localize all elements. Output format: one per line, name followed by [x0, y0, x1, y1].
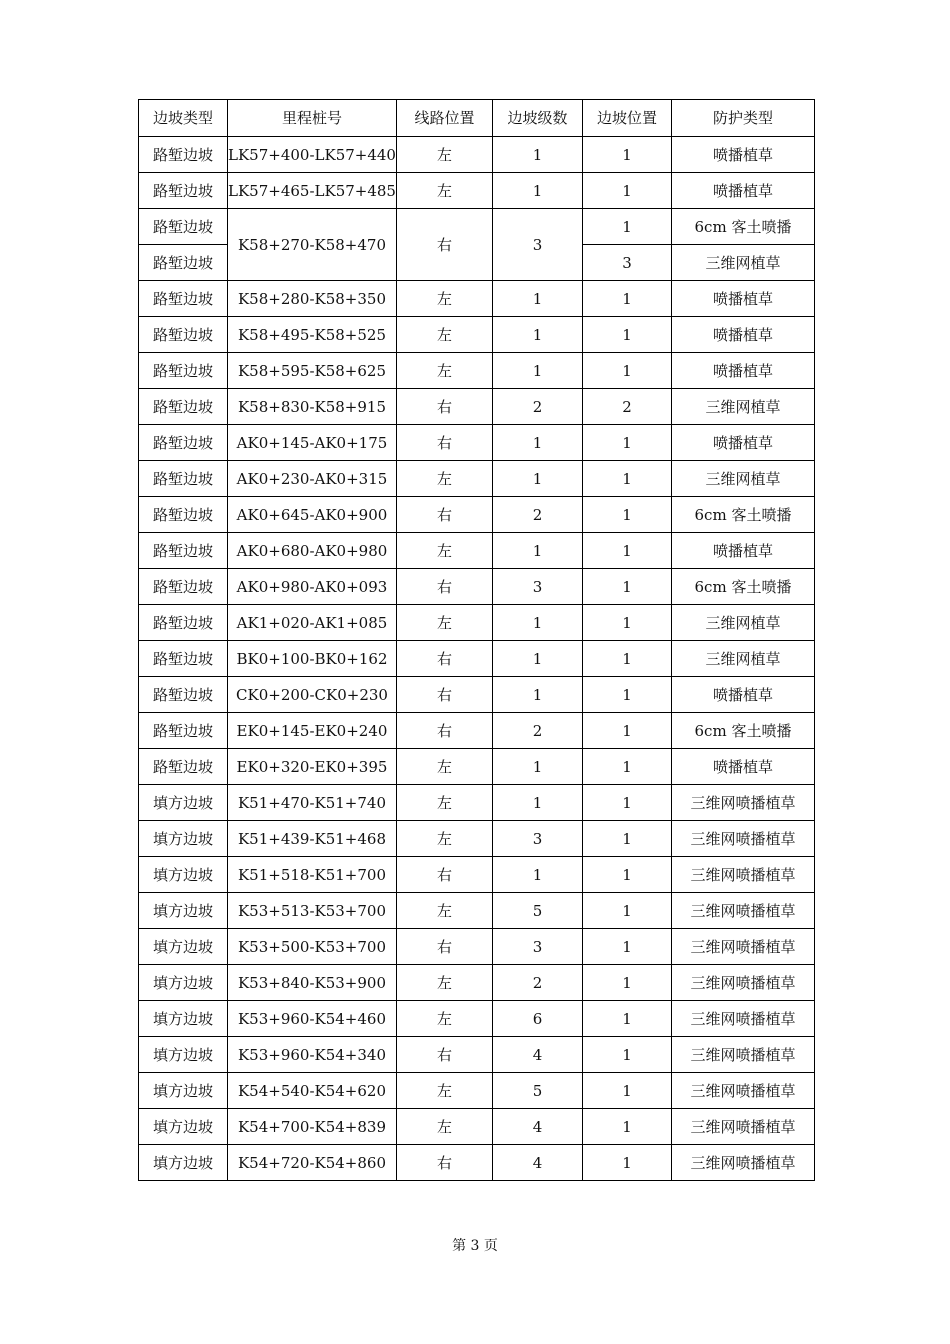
cell-slope-grade-count: 6 — [492, 1001, 582, 1037]
cell-protection-type: 三维网喷播植草 — [671, 821, 814, 857]
header-slope-grade-count: 边坡级数 — [492, 100, 582, 137]
cell-protection-type: 喷播植草 — [671, 137, 814, 173]
cell-slope-grade-count: 2 — [492, 713, 582, 749]
cell-slope-type: 路堑边坡 — [139, 605, 228, 641]
cell-chainage: K51+470-K51+740 — [228, 785, 397, 821]
cell-protection-type: 喷播植草 — [671, 317, 814, 353]
table-row — [139, 641, 815, 677]
cell-protection-type: 三维网植草 — [671, 641, 814, 677]
cell-line-position: 左 — [396, 461, 492, 497]
cell-slope-grade-count: 1 — [492, 677, 582, 713]
cell-line-position: 左 — [396, 137, 492, 173]
cell-line-position: 左 — [396, 281, 492, 317]
cell-protection-type: 喷播植草 — [671, 677, 814, 713]
cell-protection-type: 喷播植草 — [671, 425, 814, 461]
cell-protection-type: 喷播植草 — [671, 533, 814, 569]
table-row — [139, 965, 815, 1001]
table-row — [139, 1109, 815, 1145]
cell-slope-grade-count: 2 — [492, 497, 582, 533]
cell-line-position: 右 — [396, 929, 492, 965]
cell-slope-grade-count: 1 — [492, 533, 582, 569]
cell-line-position: 右 — [396, 497, 492, 533]
cell-chainage: K54+540-K54+620 — [228, 1073, 397, 1109]
cell-chainage: K58+280-K58+350 — [228, 281, 397, 317]
cell-line-position: 右 — [396, 425, 492, 461]
cell-slope-grade-count: 1 — [492, 137, 582, 173]
cell-line-position: 右 — [396, 1145, 492, 1181]
cell-chainage: K51+439-K51+468 — [228, 821, 397, 857]
cell-protection-type: 三维网植草 — [671, 605, 814, 641]
cell-slope-type: 路堑边坡 — [139, 497, 228, 533]
table-row — [139, 785, 815, 821]
cell-slope-position: 1 — [582, 785, 671, 821]
header-line-position: 线路位置 — [396, 100, 492, 137]
cell-slope-grade-count: 1 — [492, 857, 582, 893]
cell-slope-position: 1 — [582, 173, 671, 209]
cell-chainage: AK1+020-AK1+085 — [228, 605, 397, 641]
cell-protection-type: 喷播植草 — [671, 749, 814, 785]
cell-slope-grade-count: 1 — [492, 425, 582, 461]
table-row — [139, 389, 815, 425]
cell-line-position: 右 — [396, 677, 492, 713]
cell-slope-grade-count: 3 — [492, 569, 582, 605]
cell-chainage: AK0+230-AK0+315 — [228, 461, 397, 497]
cell-chainage: K53+960-K54+460 — [228, 1001, 397, 1037]
cell-slope-type: 路堑边坡 — [139, 713, 228, 749]
cell-slope-type: 路堑边坡 — [139, 209, 228, 245]
cell-slope-type: 路堑边坡 — [139, 281, 228, 317]
cell-chainage: AK0+645-AK0+900 — [228, 497, 397, 533]
cell-slope-type: 填方边坡 — [139, 1001, 228, 1037]
table-row — [139, 173, 815, 209]
cell-slope-position: 1 — [582, 1145, 671, 1181]
cell-slope-position: 1 — [582, 1073, 671, 1109]
cell-slope-type: 填方边坡 — [139, 1145, 228, 1181]
cell-slope-type: 路堑边坡 — [139, 317, 228, 353]
cell-protection-type: 三维网植草 — [671, 245, 814, 281]
cell-slope-type: 路堑边坡 — [139, 569, 228, 605]
cell-protection-type: 三维网喷播植草 — [671, 1109, 814, 1145]
table-row — [139, 209, 815, 245]
cell-slope-position: 3 — [582, 245, 671, 281]
cell-slope-type: 填方边坡 — [139, 1109, 228, 1145]
table-row — [139, 461, 815, 497]
cell-line-position: 左 — [396, 605, 492, 641]
cell-slope-position: 1 — [582, 713, 671, 749]
cell-line-position: 左 — [396, 1073, 492, 1109]
cell-slope-type: 路堑边坡 — [139, 461, 228, 497]
cell-line-position: 右 — [396, 857, 492, 893]
cell-line-position: 右 — [396, 713, 492, 749]
cell-slope-position: 1 — [582, 209, 671, 245]
cell-slope-grade-count: 3 — [492, 209, 582, 281]
table-row — [139, 281, 815, 317]
cell-slope-grade-count: 2 — [492, 389, 582, 425]
cell-slope-position: 1 — [582, 893, 671, 929]
cell-line-position: 左 — [396, 533, 492, 569]
cell-line-position: 左 — [396, 317, 492, 353]
cell-line-position: 左 — [396, 1109, 492, 1145]
cell-chainage: K58+270-K58+470 — [228, 209, 397, 281]
cell-slope-type: 路堑边坡 — [139, 425, 228, 461]
cell-slope-position: 1 — [582, 497, 671, 533]
cell-protection-type: 6cm 客土喷播 — [671, 713, 814, 749]
cell-slope-position: 1 — [582, 569, 671, 605]
cell-chainage: K51+518-K51+700 — [228, 857, 397, 893]
header-protection-type: 防护类型 — [671, 100, 814, 137]
table-row — [139, 533, 815, 569]
cell-slope-grade-count: 1 — [492, 785, 582, 821]
cell-slope-type: 填方边坡 — [139, 785, 228, 821]
table-row — [139, 1145, 815, 1181]
header-chainage: 里程桩号 — [228, 100, 397, 137]
cell-line-position: 右 — [396, 1037, 492, 1073]
cell-chainage: K53+840-K53+900 — [228, 965, 397, 1001]
table-row — [139, 317, 815, 353]
cell-slope-grade-count: 1 — [492, 281, 582, 317]
cell-protection-type: 三维网喷播植草 — [671, 1037, 814, 1073]
cell-chainage: BK0+100-BK0+162 — [228, 641, 397, 677]
cell-slope-grade-count: 1 — [492, 605, 582, 641]
cell-line-position: 左 — [396, 749, 492, 785]
cell-slope-type: 填方边坡 — [139, 857, 228, 893]
table-row — [139, 605, 815, 641]
cell-slope-position: 1 — [582, 533, 671, 569]
cell-slope-position: 1 — [582, 677, 671, 713]
cell-slope-grade-count: 4 — [492, 1109, 582, 1145]
cell-chainage: LK57+465-LK57+485 — [228, 173, 397, 209]
table-row — [139, 137, 815, 173]
cell-protection-type: 三维网植草 — [671, 389, 814, 425]
cell-line-position: 右 — [396, 209, 492, 281]
cell-slope-position: 2 — [582, 389, 671, 425]
cell-line-position: 左 — [396, 1001, 492, 1037]
cell-protection-type: 三维网喷播植草 — [671, 785, 814, 821]
cell-slope-type: 路堑边坡 — [139, 749, 228, 785]
cell-chainage: LK57+400-LK57+440 — [228, 137, 397, 173]
cell-protection-type: 三维网喷播植草 — [671, 1145, 814, 1181]
header-slope-position: 边坡位置 — [582, 100, 671, 137]
cell-chainage: K58+830-K58+915 — [228, 389, 397, 425]
cell-slope-grade-count: 1 — [492, 353, 582, 389]
cell-line-position: 左 — [396, 353, 492, 389]
cell-chainage: K58+495-K58+525 — [228, 317, 397, 353]
cell-chainage: AK0+680-AK0+980 — [228, 533, 397, 569]
cell-slope-grade-count: 1 — [492, 461, 582, 497]
table-row — [139, 1037, 815, 1073]
cell-slope-grade-count: 4 — [492, 1145, 582, 1181]
cell-protection-type: 三维网喷播植草 — [671, 857, 814, 893]
table-body — [139, 100, 815, 1181]
cell-line-position: 左 — [396, 893, 492, 929]
cell-slope-position: 1 — [582, 353, 671, 389]
cell-slope-type: 填方边坡 — [139, 821, 228, 857]
table-row — [139, 425, 815, 461]
cell-slope-grade-count: 1 — [492, 173, 582, 209]
cell-chainage: K53+513-K53+700 — [228, 893, 397, 929]
cell-slope-grade-count: 3 — [492, 821, 582, 857]
cell-chainage: EK0+320-EK0+395 — [228, 749, 397, 785]
cell-protection-type: 三维网喷播植草 — [671, 929, 814, 965]
header-row — [139, 100, 815, 137]
cell-slope-position: 1 — [582, 461, 671, 497]
table-row — [139, 821, 815, 857]
cell-slope-position: 1 — [582, 317, 671, 353]
cell-slope-grade-count: 5 — [492, 893, 582, 929]
cell-chainage: EK0+145-EK0+240 — [228, 713, 397, 749]
cell-slope-position: 1 — [582, 929, 671, 965]
cell-slope-grade-count: 2 — [492, 965, 582, 1001]
cell-chainage: AK0+145-AK0+175 — [228, 425, 397, 461]
cell-slope-type: 路堑边坡 — [139, 173, 228, 209]
cell-protection-type: 喷播植草 — [671, 281, 814, 317]
cell-slope-type: 路堑边坡 — [139, 389, 228, 425]
table-row — [139, 893, 815, 929]
cell-slope-position: 1 — [582, 749, 671, 785]
cell-slope-position: 1 — [582, 965, 671, 1001]
cell-slope-type: 路堑边坡 — [139, 533, 228, 569]
cell-chainage: CK0+200-CK0+230 — [228, 677, 397, 713]
slope-protection-table — [138, 99, 815, 1181]
cell-line-position: 左 — [396, 173, 492, 209]
cell-chainage: K53+500-K53+700 — [228, 929, 397, 965]
cell-protection-type: 三维网喷播植草 — [671, 1001, 814, 1037]
cell-chainage: K53+960-K54+340 — [228, 1037, 397, 1073]
table-row — [139, 749, 815, 785]
cell-slope-position: 1 — [582, 281, 671, 317]
cell-slope-grade-count: 1 — [492, 641, 582, 677]
header-slope-type: 边坡类型 — [139, 100, 228, 137]
cell-line-position: 右 — [396, 641, 492, 677]
cell-chainage: K54+720-K54+860 — [228, 1145, 397, 1181]
cell-slope-position: 1 — [582, 1037, 671, 1073]
table-row — [139, 857, 815, 893]
cell-slope-type: 路堑边坡 — [139, 353, 228, 389]
cell-line-position: 左 — [396, 785, 492, 821]
table-row — [139, 353, 815, 389]
cell-protection-type: 6cm 客土喷播 — [671, 209, 814, 245]
cell-slope-position: 1 — [582, 605, 671, 641]
page-number: 第 3 页 — [452, 1238, 498, 1254]
cell-slope-type: 路堑边坡 — [139, 641, 228, 677]
cell-slope-position: 1 — [582, 425, 671, 461]
cell-slope-grade-count: 3 — [492, 929, 582, 965]
cell-slope-type: 路堑边坡 — [139, 677, 228, 713]
cell-protection-type: 6cm 客土喷播 — [671, 497, 814, 533]
cell-protection-type: 三维网植草 — [671, 461, 814, 497]
table-row — [139, 1073, 815, 1109]
table-row — [139, 1001, 815, 1037]
cell-slope-grade-count: 1 — [492, 749, 582, 785]
cell-slope-type: 填方边坡 — [139, 929, 228, 965]
cell-slope-type: 填方边坡 — [139, 1037, 228, 1073]
cell-protection-type: 喷播植草 — [671, 173, 814, 209]
cell-slope-position: 1 — [582, 857, 671, 893]
cell-protection-type: 6cm 客土喷播 — [671, 569, 814, 605]
cell-slope-position: 1 — [582, 1109, 671, 1145]
cell-slope-grade-count: 5 — [492, 1073, 582, 1109]
cell-slope-type: 填方边坡 — [139, 1073, 228, 1109]
cell-protection-type: 喷播植草 — [671, 353, 814, 389]
cell-slope-grade-count: 4 — [492, 1037, 582, 1073]
cell-chainage: K58+595-K58+625 — [228, 353, 397, 389]
table-row — [139, 713, 815, 749]
cell-slope-position: 1 — [582, 1001, 671, 1037]
cell-line-position: 左 — [396, 965, 492, 1001]
table-row — [139, 677, 815, 713]
cell-protection-type: 三维网喷播植草 — [671, 965, 814, 1001]
cell-slope-grade-count: 1 — [492, 317, 582, 353]
cell-line-position: 右 — [396, 389, 492, 425]
table-row — [139, 929, 815, 965]
table-row — [139, 569, 815, 605]
cell-chainage: AK0+980-AK0+093 — [228, 569, 397, 605]
cell-slope-position: 1 — [582, 821, 671, 857]
cell-protection-type: 三维网喷播植草 — [671, 1073, 814, 1109]
table-row — [139, 497, 815, 533]
cell-slope-type: 填方边坡 — [139, 965, 228, 1001]
cell-protection-type: 三维网喷播植草 — [671, 893, 814, 929]
cell-line-position: 左 — [396, 821, 492, 857]
cell-slope-type: 填方边坡 — [139, 893, 228, 929]
cell-chainage: K54+700-K54+839 — [228, 1109, 397, 1145]
cell-slope-position: 1 — [582, 137, 671, 173]
cell-slope-type: 路堑边坡 — [139, 137, 228, 173]
cell-slope-position: 1 — [582, 641, 671, 677]
cell-slope-type: 路堑边坡 — [139, 245, 228, 281]
cell-line-position: 右 — [396, 569, 492, 605]
